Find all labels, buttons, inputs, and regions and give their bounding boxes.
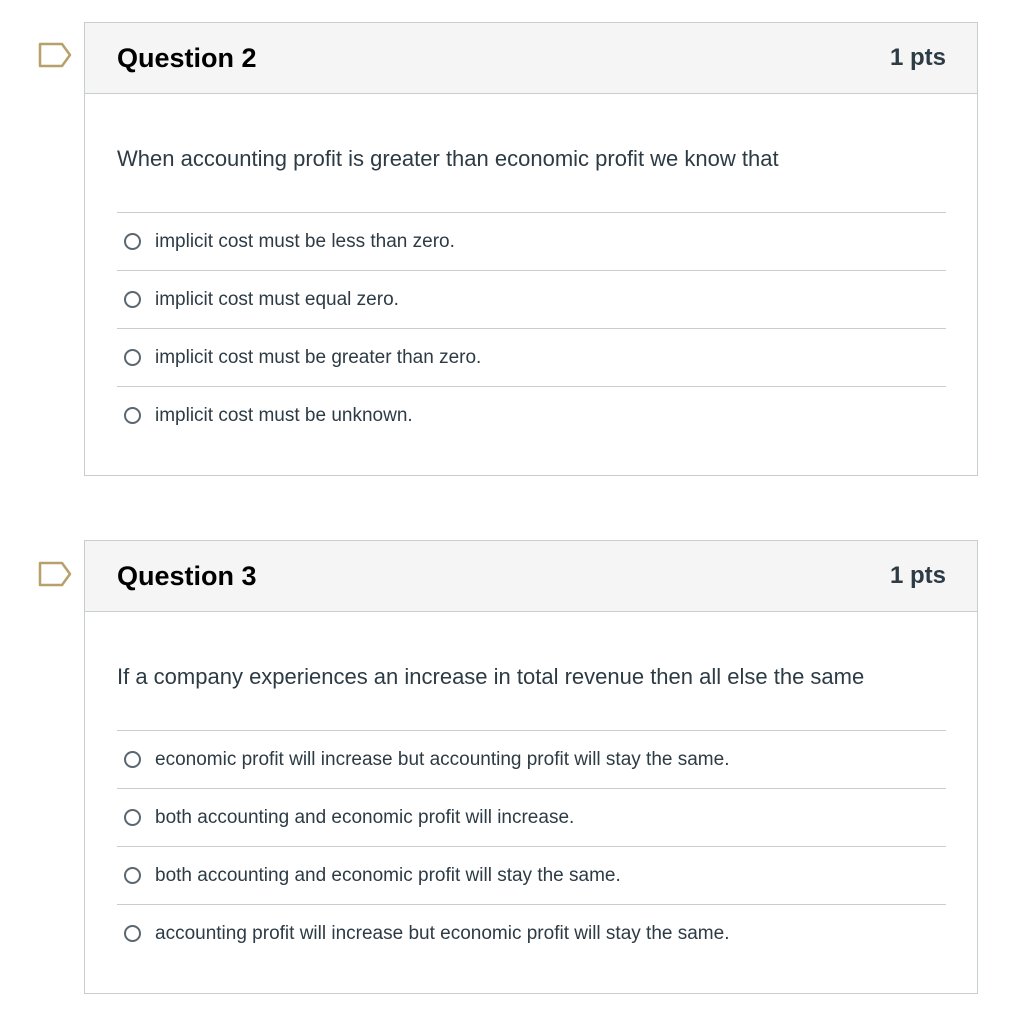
answer-label[interactable]: both accounting and economic profit will increase.	[155, 806, 575, 828]
radio-button[interactable]	[124, 349, 141, 366]
answer-option[interactable]	[117, 213, 946, 271]
answer-option[interactable]	[117, 387, 946, 444]
radio-button[interactable]	[124, 751, 141, 768]
radio-button[interactable]	[124, 291, 141, 308]
answer-label[interactable]: implicit cost must be unknown.	[155, 404, 413, 426]
radio-button[interactable]	[124, 407, 141, 424]
answer-option[interactable]	[117, 847, 946, 905]
answer-label[interactable]: implicit cost must be less than zero.	[155, 230, 455, 252]
answer-option[interactable]	[117, 789, 946, 847]
radio-button[interactable]	[124, 867, 141, 884]
radio-button[interactable]	[124, 809, 141, 826]
question-header	[85, 541, 977, 612]
question-title: Question 2	[117, 42, 257, 73]
radio-button[interactable]	[124, 925, 141, 942]
question-points: 1 pts	[889, 44, 946, 71]
question-title: Question 3	[117, 560, 257, 591]
question-body	[85, 94, 977, 444]
answer-option[interactable]	[117, 731, 946, 789]
answer-label[interactable]: implicit cost must be greater than zero.	[155, 346, 482, 368]
flag-question-icon[interactable]	[38, 561, 72, 587]
answer-label[interactable]: both accounting and economic profit will stay the same.	[155, 864, 621, 886]
answer-list	[117, 731, 946, 962]
answer-option[interactable]	[117, 271, 946, 329]
answer-label[interactable]: accounting profit will increase but economic profit will stay the same.	[155, 922, 730, 944]
answer-label[interactable]: economic profit will increase but accounting profit will stay the same.	[155, 748, 730, 770]
question-card	[84, 540, 978, 994]
question-body	[85, 612, 977, 962]
answer-list	[117, 213, 946, 444]
question-card	[84, 22, 978, 476]
flag-question-icon[interactable]	[38, 42, 72, 68]
answer-option[interactable]	[117, 905, 946, 962]
question-text: When accounting profit is greater than economic profit we know that	[117, 94, 946, 213]
answer-label[interactable]: implicit cost must equal zero.	[155, 288, 399, 310]
question-points: 1 pts	[889, 562, 946, 589]
answer-option[interactable]	[117, 329, 946, 387]
question-text: If a company experiences an increase in total revenue then all else the same	[117, 612, 946, 731]
question-header	[85, 23, 977, 94]
radio-button[interactable]	[124, 233, 141, 250]
